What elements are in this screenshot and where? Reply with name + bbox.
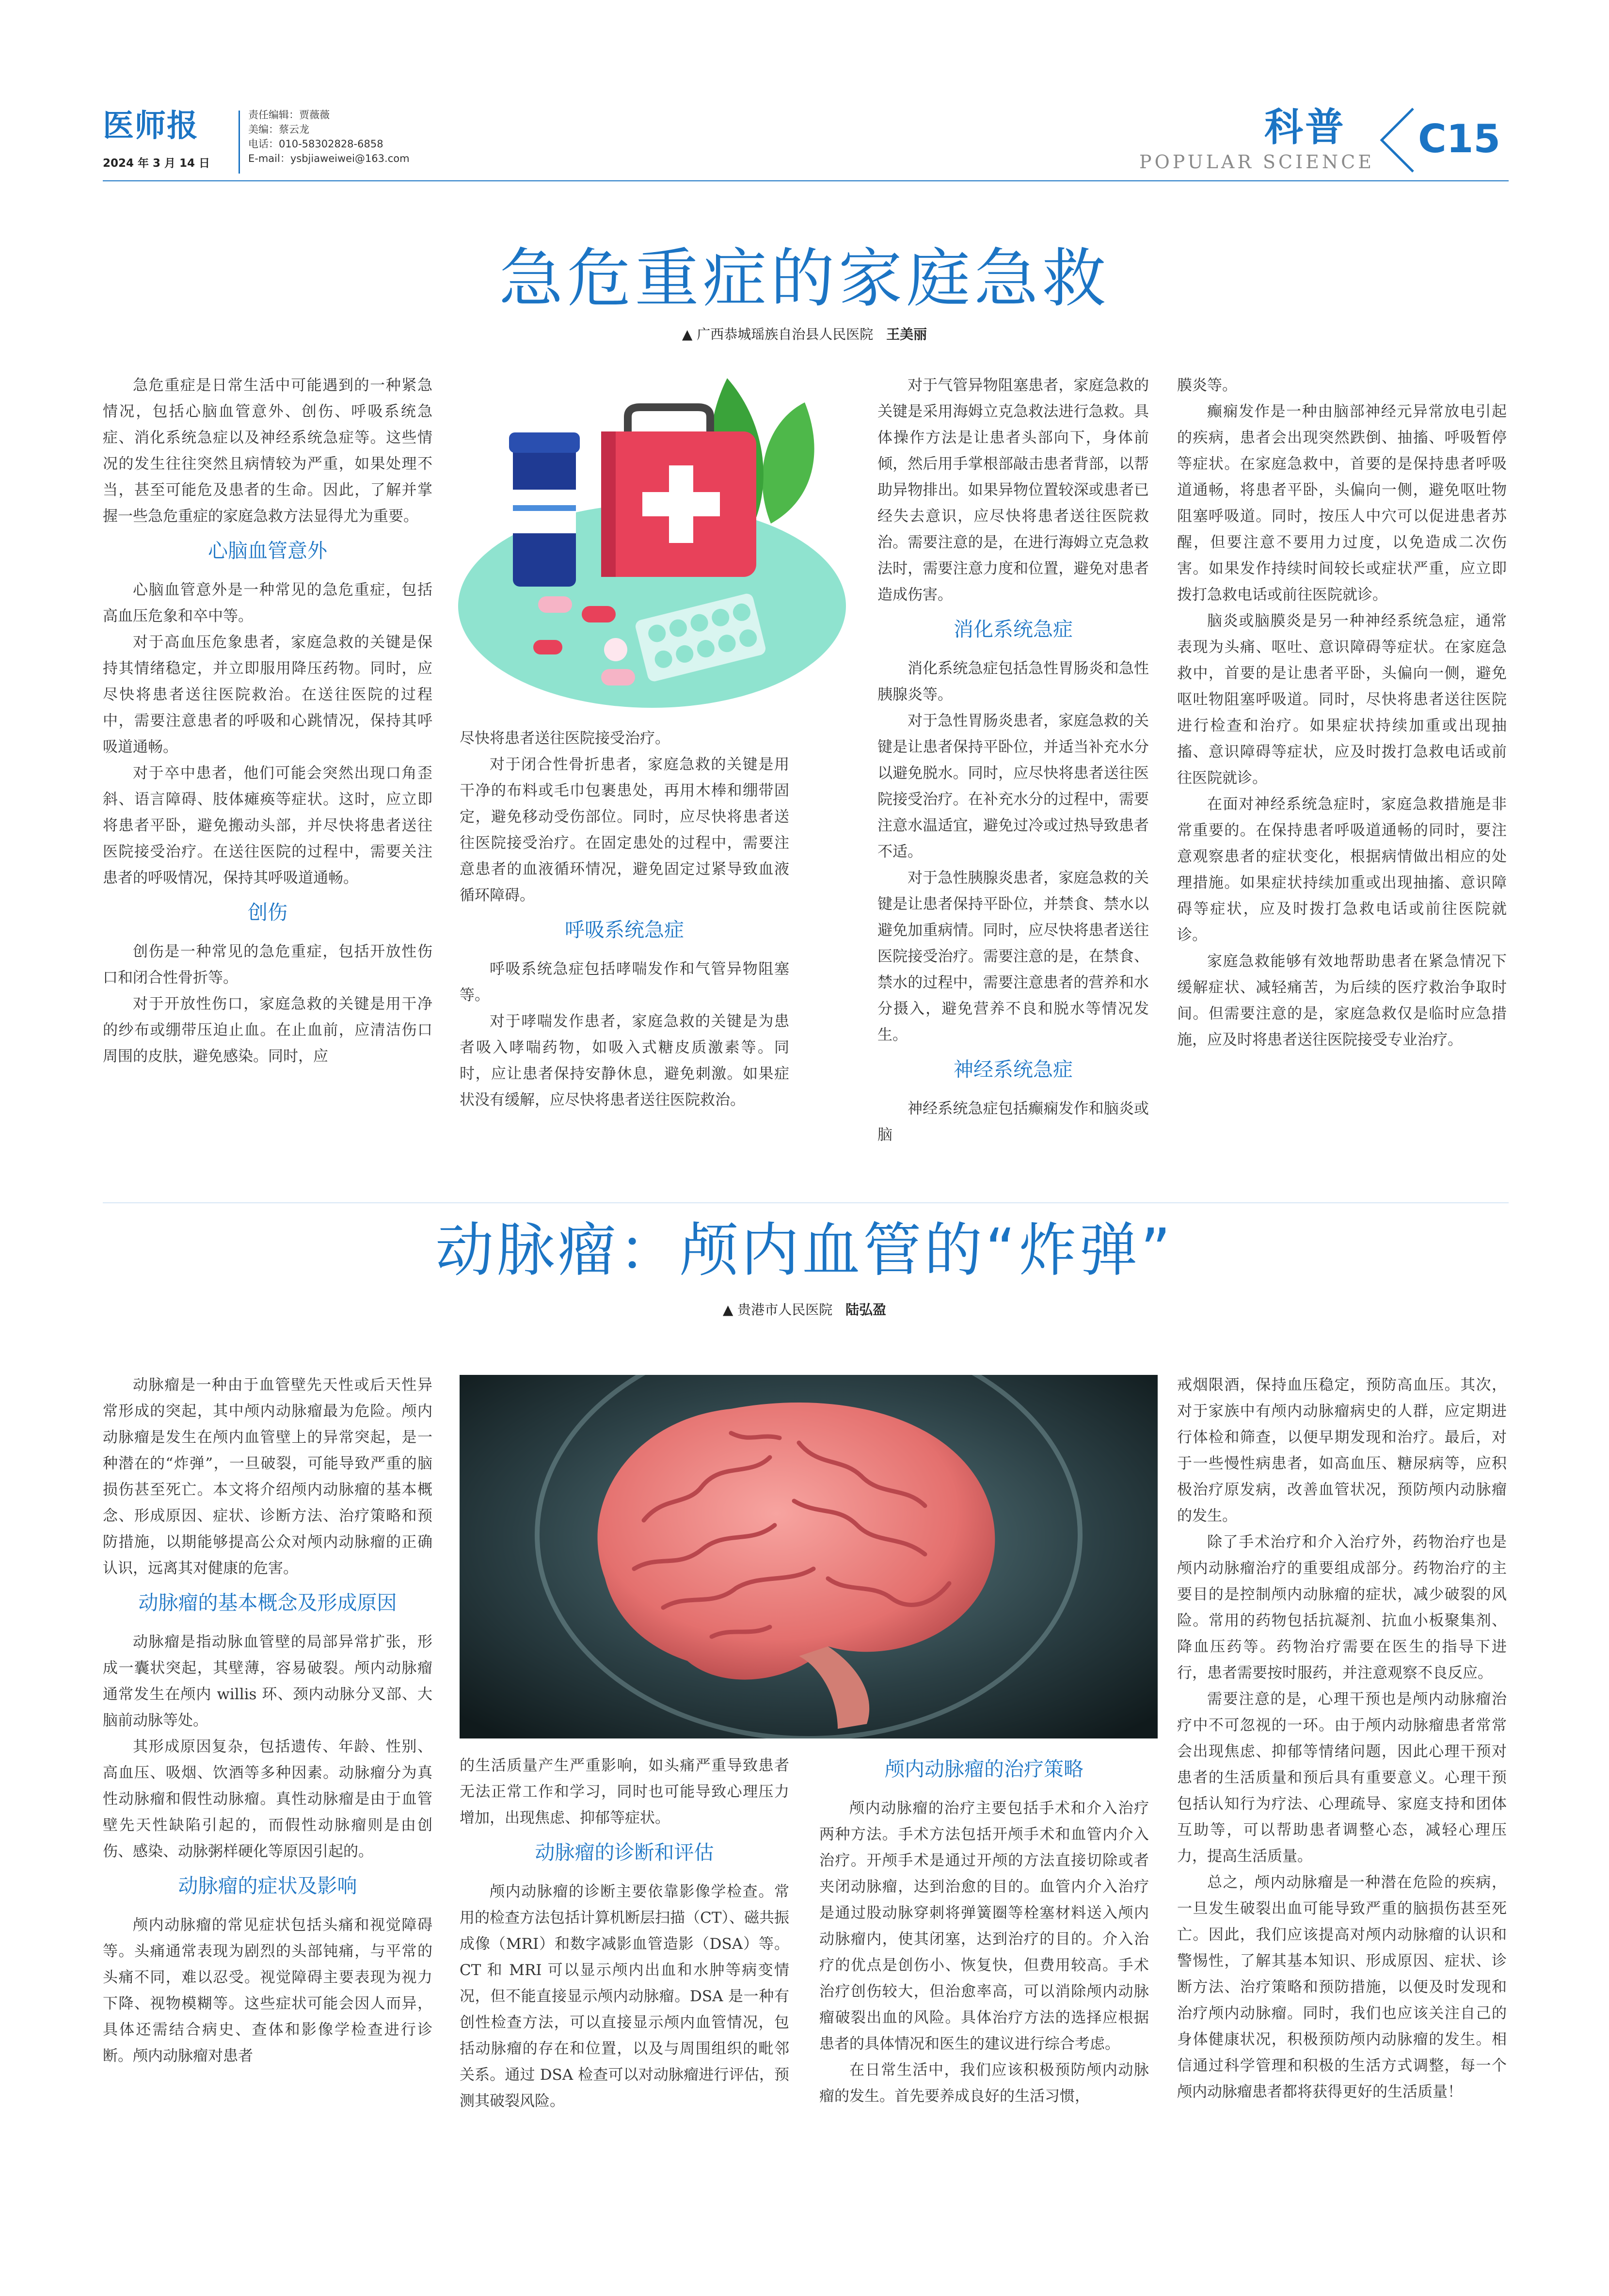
phone-contact: 电话：010-58302828-6858	[248, 138, 383, 150]
first-aid-illustration	[456, 378, 848, 713]
article-divider	[103, 1202, 1509, 1203]
medicine-bottle-icon	[509, 432, 580, 587]
article2-byline-org: ▲ 贵港市人民医院	[722, 1302, 833, 1318]
paragraph: 在日常生活中，我们应该积极预防颅内动脉瘤的发生。首先要养成良好的生活习惯，	[819, 2061, 1149, 2105]
paragraph: 对于卒中患者，他们可能会突然出现口角歪斜、语言障碍、肢体瘫痪等症状。这时，应立即将患者平卧，避免搬动头部，并尽快将患者送往医院接受治疗。在送往医院的过程中，需要关注患者的呼吸情况，保持其呼吸道通畅。	[103, 765, 432, 887]
paragraph: 急危重症是日常生活中可能遇到的一种紧急情况，包括心脑血管意外、创伤、呼吸系统急症、消化系统急症以及神经系统急症等。这些情况的发生往往突然且病情较为严重，如果处理不当，甚至可能危及患者的生命。因此，了解并掌握一些急危重症的家庭急救方法显得尤为重要。	[103, 377, 432, 525]
paragraph: 消化系统急症包括急性胃肠炎和急性胰腺炎等。	[877, 660, 1149, 703]
article2-byline	[0, 1299, 1609, 1319]
paragraph: 在面对神经系统急症时，家庭急救措施是非常重要的。在保持患者呼吸道通畅的同时，要注意观察患者的症状变化，根据病情做出相应的处理措施。如果症状持续加重或出现抽搐、意识障碍等症状，应及时拨打急救电话或前往医院就诊。	[1177, 796, 1507, 944]
masthead-divider	[239, 111, 240, 174]
header-rule	[103, 180, 1509, 181]
paragraph: 呼吸系统急症包括哮喘发作和气管异物阻塞等。	[460, 960, 789, 1004]
leaf-icon	[762, 402, 814, 524]
article1-title: 急危重症的家庭急救	[499, 241, 1110, 316]
article1-column-3	[877, 372, 1149, 1148]
paragraph: 膜炎等。	[1177, 377, 1237, 394]
article2-column-2	[460, 1753, 789, 2114]
page-number: C15	[1418, 116, 1501, 161]
paragraph: 需要注意的是，心理干预也是颅内动脉瘤治疗中不可忽视的一环。由于颅内动脉瘤患者常常会出现焦虑、抑郁等情绪问题，因此心理干预对患者的生活质量和预后具有重要意义。心理干预包括认知行为疗法、心理疏导、家庭支持和团体互助等，可以帮助患者调整心态，减轻心理压力，提高生活质量。	[1177, 1690, 1507, 1865]
editor-credit: 责任编辑：贾薇薇	[248, 109, 330, 121]
paragraph: 颅内动脉瘤的治疗主要包括手术和介入治疗两种方法。手术方法包括开颅手术和血管内介入治疗。开颅手术是通过开颅的方法直接切除或者夹闭动脉瘤，达到治愈的目的。血管内介入治疗是通过股动脉穿刺将弹簧圈等栓塞材料送入颅内动脉瘤内，使其闭塞，达到治疗的目的。介入治疗的优点是创伤小、恢复快，但费用较高。手术治疗创伤较大，但治愈率高，可以消除颅内动脉瘤破裂出血的风险。具体治疗方法的选择应根据患者的具体情况和医生的建议进行综合考虑。	[819, 1800, 1149, 2053]
paragraph: 对于开放性伤口，家庭急救的关键是用干净的纱布或绷带压迫止血。在止血前，应清洁伤口周围的皮肤，避免感染。同时，应	[103, 995, 432, 1065]
paragraph: 动脉瘤是一种由于血管壁先天性或后天性异常形成的突起，其中颅内动脉瘤最为危险。颅内动脉瘤是发生在颅内血管壁上的异常突起，是一种潜在的“炸弹”，一旦破裂，可能导致严重的脑损伤甚至死亡。本文将介绍颅内动脉瘤的基本概念、形成原因、症状、诊断方法、治疗策略和预防措施，以期能够提高公众对颅内动脉瘤的正确认识，远离其对健康的危害。	[103, 1376, 432, 1577]
paragraph: 戒烟限酒，保持血压稳定，预防高血压。其次，对于家族中有颅内动脉瘤病史的人群，应定期进行体检和筛查，以便早期发现和治疗。最后，对于一些慢性病患者，如高血压、糖尿病等，应积极治疗原发病，改善血管状况，预防颅内动脉瘤的发生。	[1177, 1376, 1507, 1525]
article1-byline-author: 王美丽	[886, 326, 927, 342]
paragraph: 对于哮喘发作患者，家庭急救的关键是为患者吸入哮喘药物，如吸入式糖皮质激素等。同时，应让患者保持安静休息，避免刺激。如果症状没有缓解，应尽快将患者送往医院救治。	[460, 1013, 789, 1109]
section-heading: 颅内动脉瘤的治疗策略	[885, 1757, 1083, 1781]
paragraph: 心脑血管意外是一种常见的急危重症，包括高血压危象和卒中等。	[103, 581, 432, 625]
article1-byline	[0, 324, 1609, 343]
issue-date: 2024 年 3 月 14 日	[103, 157, 210, 170]
paragraph: 颅内动脉瘤的诊断主要依靠影像学检查。常用的检查方法包括计算机断层扫描（CT）、磁共振成像（MRI）和数字减影血管造影（DSA）等。CT 和 MRI 可以显示颅内出血和水肿等病变情况，但不能直接显示颅内动脉瘤。DSA 是一种有创性检查方法，可以直接显示颅内血管情况，包括动脉瘤的存在和位置，以及与周围组织的毗邻关系。通过 DSA 检查可以对动脉瘤进行评估，预测其破裂风险。	[460, 1883, 789, 2110]
section-heading: 动脉瘤的症状及影响	[178, 1874, 357, 1897]
article1-column-2	[460, 725, 789, 1113]
newspaper-logo: 医师报	[103, 108, 199, 144]
chevron-left-icon	[1374, 104, 1418, 176]
section-heading: 心脑血管意外	[208, 539, 327, 562]
paragraph: 颅内动脉瘤的常见症状包括头痛和视觉障碍等。头痛通常表现为剧烈的头部钝痛，与平常的头痛不同，难以忍受。视觉障碍主要表现为视力下降、视物模糊等。这些症状可能会因人而异，具体还需结合病史、查体和影像学检查进行诊断。颅内动脉瘤对患者	[103, 1916, 432, 2065]
paragraph: 家庭急救能够有效地帮助患者在紧急情况下缓解症状、减轻痛苦，为后续的医疗救治争取时间。但需要注意的是，家庭急救仅是临时应急措施，应及时将患者送往医院接受专业治疗。	[1177, 953, 1507, 1049]
paragraph: 创伤是一种常见的急危重症，包括开放性伤口和闭合性骨折等。	[103, 943, 432, 987]
article2-byline-author: 陆弘盈	[845, 1302, 887, 1318]
paragraph: 的生活质量产生严重影响，如头痛严重导致患者无法正常工作和学习，同时也可能导致心理压力增加，出现焦虑、抑郁等症状。	[460, 1757, 789, 1827]
paragraph: 对于急性胰腺炎患者，家庭急救的关键是让患者保持平卧位，并禁食、禁水以避免加重病情。同时，应尽快将患者送往医院接受治疗。需要注意的是，在禁食、禁水的过程中，需要注意患者的营养和水分摄入，避免营养不良和脱水等情况发生。	[877, 869, 1149, 1044]
article2-title: 动脉瘤：颅内血管的“炸弹”	[435, 1217, 1174, 1284]
paragraph: 对于气管异物阻塞患者，家庭急救的关键是采用海姆立克急救法进行急救。具体操作方法是让患者头部向下，身体前倾，然后用手掌根部敲击患者背部，以帮助异物排出。如果异物位置较深或患者已经失去意识，应尽快将患者送往医院救治。需要注意的是，在进行海姆立克急救法时，需要注意力度和位置，避免对患者造成伤害。	[877, 377, 1149, 604]
section-heading: 动脉瘤的基本概念及形成原因	[138, 1591, 397, 1614]
section-heading: 消化系统急症	[954, 618, 1073, 641]
section-name-en: POPULAR SCIENCE	[1139, 151, 1374, 173]
brain-illustration	[460, 1375, 1158, 1738]
first-aid-kit-icon	[601, 407, 756, 577]
masthead-info	[248, 108, 410, 166]
paragraph: 对于急性胃肠炎患者，家庭急救的关键是让患者保持平卧位，并适当补充水分以避免脱水。同时，应尽快将患者送往医院接受治疗。在补充水分的过程中，需要注意水温适宜，避免过冷或过热导致患者不适。	[877, 712, 1149, 861]
article1-byline-org: ▲ 广西恭城瑶族自治县人民医院	[682, 326, 874, 342]
paragraph: 脑炎或脑膜炎是另一种神经系统急症，通常表现为头痛、呕吐、意识障碍等症状。在家庭急救中，首要的是让患者平卧，头偏向一侧，避免呕吐物阻塞呼吸道。同时，尽快将患者送往医院进行检查和治疗。如果症状持续加重或出现抽搐、意识障碍等症状，应及时拨打急救电话或前往医院就诊。	[1177, 612, 1507, 787]
designer-credit: 美编：蔡云龙	[248, 124, 309, 135]
paragraph: 总之，颅内动脉瘤是一种潜在危险的疾病，一旦发生破裂出血可能导致严重的脑损伤甚至死亡。因此，我们应该提高对颅内动脉瘤的认识和警惕性，了解其基本知识、形成原因、症状、诊断方法、治疗策略和预防措施，以便及时发现和治疗颅内动脉瘤。同时，我们也应该关注自己的身体健康状况，积极预防颅内动脉瘤的发生。相信通过科学管理和积极的生活方式调整，每一个颅内动脉瘤患者都将获得更好的生活质量！	[1177, 1874, 1507, 2101]
paragraph: 对于高血压危象患者，家庭急救的关键是保持其情绪稳定，并立即服用降压药物。同时，应尽快将患者送往医院救治。在送往医院的过程中，需要注意患者的呼吸和心跳情况，保持其呼吸道通畅。	[103, 634, 432, 756]
paragraph: 癫痫发作是一种由脑部神经元异常放电引起的疾病，患者会出现突然跌倒、抽搐、呼吸暂停等症状。在家庭急救中，首要的是保持患者呼吸道通畅，将患者平卧，头偏向一侧，避免呕吐物阻塞呼吸道。同时，按压人中穴可以促进患者苏醒，但要注意不要用力过度，以免造成二次伤害。如果发作持续时间较长或症状严重，应立即拨打急救电话或前往医院就诊。	[1177, 403, 1507, 604]
section-heading: 创伤	[248, 901, 287, 924]
section-heading: 呼吸系统急症	[565, 918, 684, 941]
article2-column-1	[103, 1372, 432, 2069]
article1-column-4	[1177, 372, 1507, 1053]
paragraph: 尽快将患者送往医院接受治疗。	[460, 730, 670, 747]
article2-column-4	[1177, 1372, 1507, 2105]
section-heading: 神经系统急症	[954, 1058, 1073, 1081]
paragraph: 神经系统急症包括癫痫发作和脑炎或脑	[877, 1100, 1149, 1144]
email-contact: E-mail：ysbjiaweiwei@163.com	[248, 153, 410, 164]
section-name: 科普	[1264, 105, 1346, 150]
section-heading: 动脉瘤的诊断和评估	[535, 1841, 714, 1864]
paragraph: 其形成原因复杂，包括遗传、年龄、性别、高血压、吸烟、饮酒等多种因素。动脉瘤分为真性动脉瘤和假性动脉瘤。真性动脉瘤是由于血管壁先天性缺陷引起的，而假性动脉瘤则是由创伤、感染、动脉粥样硬化等原因引起的。	[103, 1738, 432, 1860]
article1-column-1	[103, 372, 432, 1069]
paragraph: 除了手术治疗和介入治疗外，药物治疗也是颅内动脉瘤治疗的重要组成部分。药物治疗的主要目的是控制颅内动脉瘤的症状，减少破裂的风险。常用的药物包括抗凝剂、抗血小板聚集剂、降血压药等。药物治疗需要在医生的指导下进行，患者需要按时服药，并注意观察不良反应。	[1177, 1533, 1507, 1682]
paragraph: 动脉瘤是指动脉血管壁的局部异常扩张，形成一囊状突起，其壁薄，容易破裂。颅内动脉瘤通常发生在颅内 willis 环、颈内动脉分叉部、大脑前动脉等处。	[103, 1633, 432, 1729]
paragraph: 对于闭合性骨折患者，家庭急救的关键是用干净的布料或毛巾包裹患处，再用木棒和绷带固定，避免移动受伤部位。同时，应尽快将患者送往医院接受治疗。在固定患处的过程中，需要注意患者的血液循环情况，避免固定过紧导致血液循环障碍。	[460, 756, 789, 904]
article2-column-3	[819, 1748, 1149, 2109]
